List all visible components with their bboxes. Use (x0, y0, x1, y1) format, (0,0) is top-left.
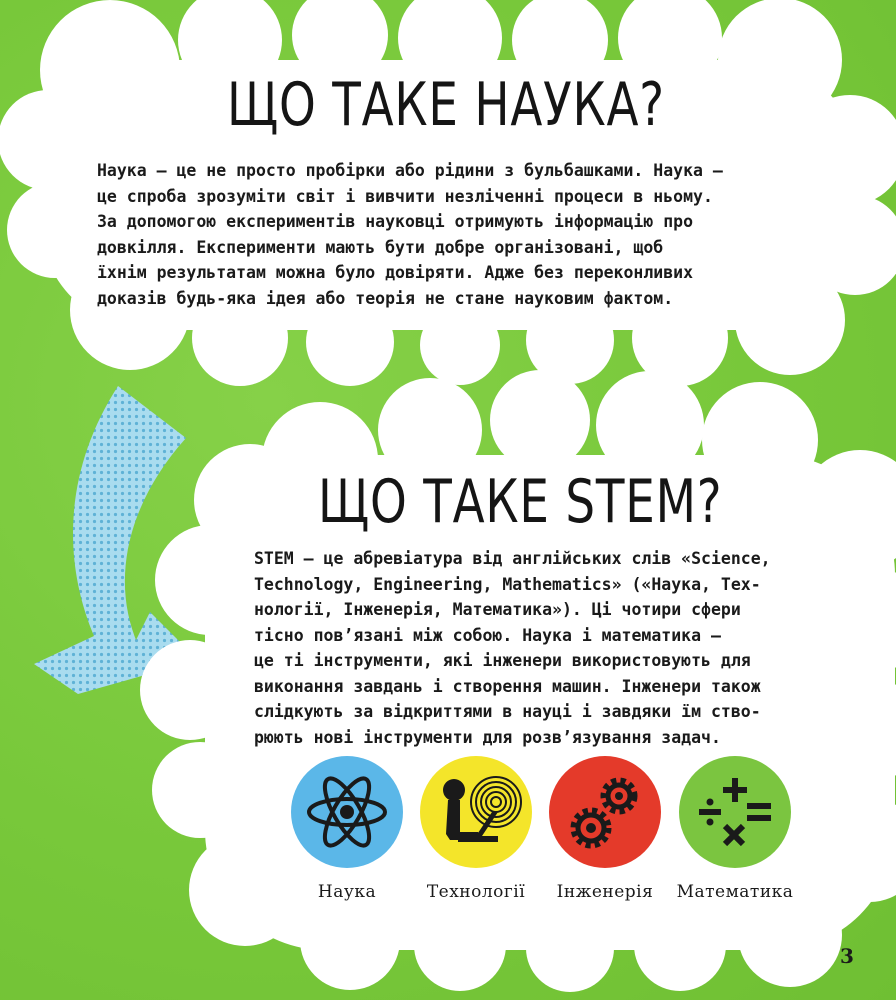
section-title-science: ЩО ТАКЕ НАУКА? (227, 70, 665, 140)
stem-paragraph (254, 546, 771, 750)
science-paragraph (97, 158, 723, 311)
paragraph-line: довкілля. Експерименти мають бути добре організовані, щоб (97, 237, 664, 257)
icon-label-technology: Технології (426, 882, 526, 902)
paragraph-line: слідкують за відкриттями в науці і завдяки їм ство- (254, 702, 761, 721)
paragraph-line: Technology, Engineering, Mathematics» («Наука, Тех- (254, 574, 761, 594)
paragraph-line: нології, Інженерія, Математика»). Ці чотири сфери (254, 600, 741, 619)
paragraph-line: За допомогою експериментів науковці отримують інформацію про (97, 212, 694, 231)
paragraph-line: це спроба зрозуміти світ і вивчити незліченні процеси в ньому. (97, 186, 713, 206)
section-title-stem: ЩО ТАКЕ STEM? (318, 467, 723, 537)
paragraph-line: виконання завдань і створення машин. Інженери також (254, 676, 761, 696)
math-operators-icon (679, 756, 791, 868)
gears-icon (549, 756, 661, 868)
paragraph-line: STEM — це абревіатура від англійських слів «Science, (254, 549, 771, 568)
paragraph-line: тісно пов’язані між собою. Наука і математика — (254, 625, 721, 645)
paragraph-line: їхнім результатам можна було довіряти. Адже без переконливих (97, 263, 694, 282)
atom-icon (291, 756, 403, 868)
paragraph-line: це ті інструменти, які інженери використовують для (254, 651, 751, 670)
paragraph-line: доказів будь-яка ідея або теорія не стане науковим фактом. (97, 288, 674, 308)
person-laptop-signal-icon (420, 756, 532, 868)
paragraph-line: рюють нові інструменти для розв’язування задач. (254, 727, 721, 747)
icon-label-science: Наука (317, 882, 377, 902)
icon-label-mathematics: Математика (676, 882, 794, 902)
icon-label-engineering: Інженерія (556, 882, 654, 902)
paragraph-line: Наука — це не просто пробірки або рідини з бульбашками. Наука — (97, 161, 723, 180)
page-number: 3 (840, 944, 854, 968)
